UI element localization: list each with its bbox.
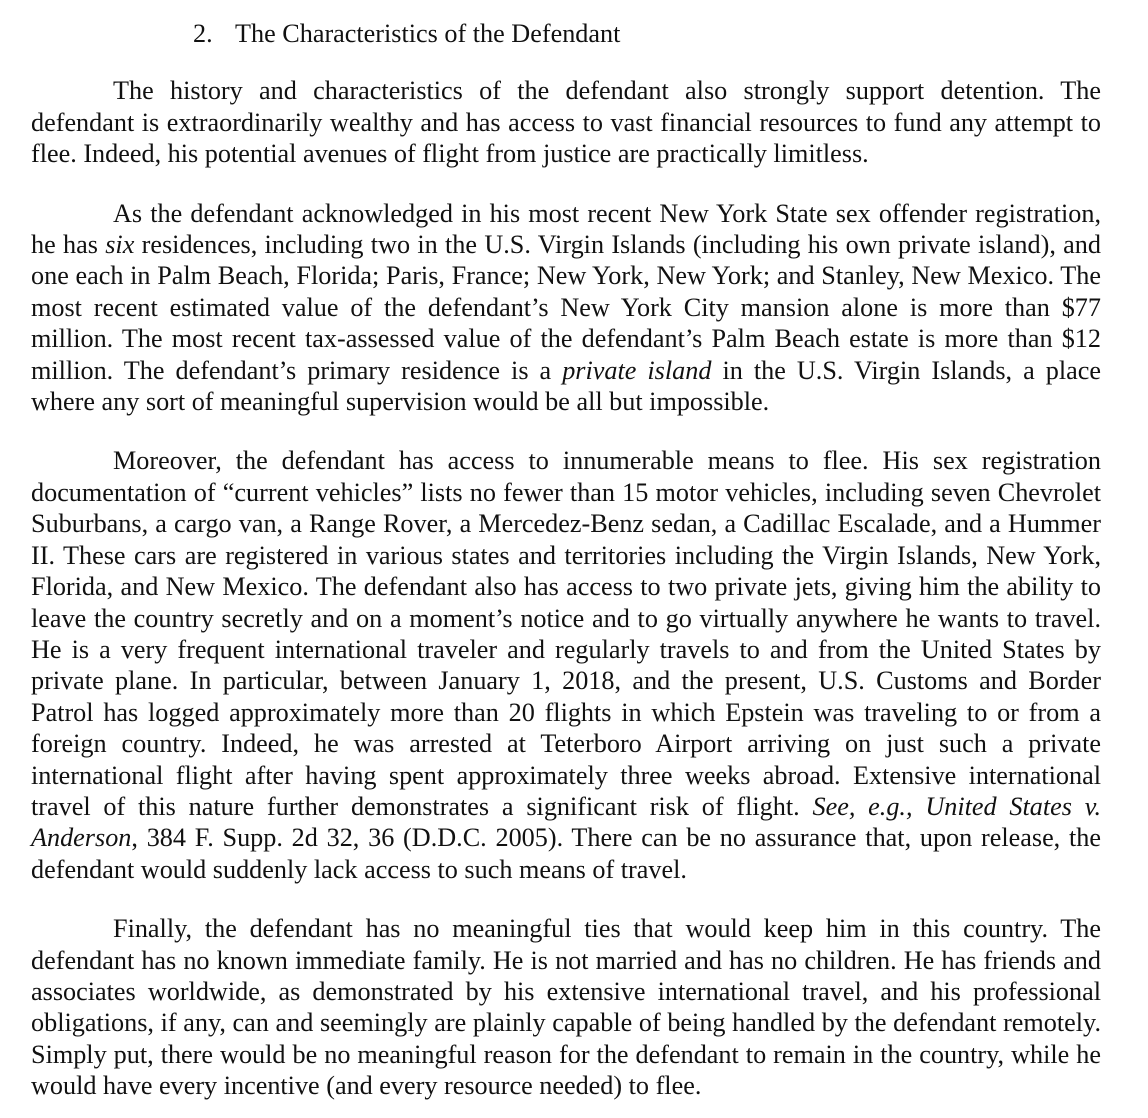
section-title: The Characteristics of the Defendant xyxy=(235,19,621,48)
means-text-part-2: , 384 F. Supp. 2d 32, 36 (D.D.C. 2005). There can be no assurance that, upon release, the defendant would suddenly lack access to such means of travel. xyxy=(31,823,1101,884)
section-number: 2. xyxy=(193,19,213,48)
paragraph-residences xyxy=(31,198,1101,418)
means-citation: See, e.g., United States v. Anderson xyxy=(31,791,1101,853)
section-heading xyxy=(31,18,1101,49)
residences-emphasis-six: six xyxy=(105,230,135,260)
residences-emphasis-private-island: private island xyxy=(562,355,712,385)
residences-text-part-1: As the defendant acknowledged in his most recent New York State sex offender registration, he has xyxy=(31,198,1101,260)
paragraph-ties: Finally, the defendant has no meaningful ties that would keep him in this country. The defendant has no known immediate family. He is not married and has no children. He has friends and associates worldwide, as demonstrated by his extensive international travel, and his professional obligations, if any, can and seemingly are plainly capable of being handled by the defendant remotely. Simply put, there would be no meaningful reason for the defendant to remain in the country, while he would have every incentive (and every resource needed) to flee. xyxy=(31,914,1101,1101)
means-text-part-1: Moreover, the defendant has access to innumerable means to flee. His sex registration documentation of “current vehicles” lists no fewer than 15 motor vehicles, including seven Chevrolet Suburbans, a cargo van, a Range Rover, a Mercedez-Benz sedan, a Cadillac Escalade, and a Hummer II. These cars are registered in various states and territories including the Virgin Islands, New York, Florida, and New Mexico. The defendant also has access to two private jets, giving him the ability to leave the country secretly and on a moment’s notice and to go virtually anywhere he wants to travel. He is a very frequent international traveler and regularly travels to and from the United States by private plane. In particular, between January 1, 2018, and the present, U.S. Customs and Border Patrol has logged approximately more than 20 flights in which Epstein was traveling to or from a foreign country. Indeed, he was arrested at Teterboro Airport arriving on just such a private international flight after having spent approximately three weeks abroad. Extensive international travel of this nature further demonstrates a significant risk of flight. xyxy=(31,446,1101,821)
document-page xyxy=(31,18,1101,1102)
residences-text-part-3: in the U.S. Virgin Islands, a place where any sort of meaningful supervision would be all but impossible. xyxy=(31,355,1102,417)
paragraph-means-to-flee xyxy=(31,445,1101,885)
residences-text-part-2: residences, including two in the U.S. Virgin Islands (including his own private island), and one each in Palm Beach, Florida; Paris, France; New York, New York; and Stanley, New Mexico. The most recent estimated value of the defendant’s New York City mansion alone is more than $77 million. The most recent tax-assessed value of the defendant’s Palm Beach estate is more than $12 million. The defendant’s primary residence is a xyxy=(31,230,1101,385)
paragraph-history: The history and characteristics of the defendant also strongly support detention. The defendant is extraordinarily wealthy and has access to vast financial resources to fund any attempt to flee. Indeed, his potential avenues of flight from justice are practically limitless. xyxy=(31,76,1101,169)
